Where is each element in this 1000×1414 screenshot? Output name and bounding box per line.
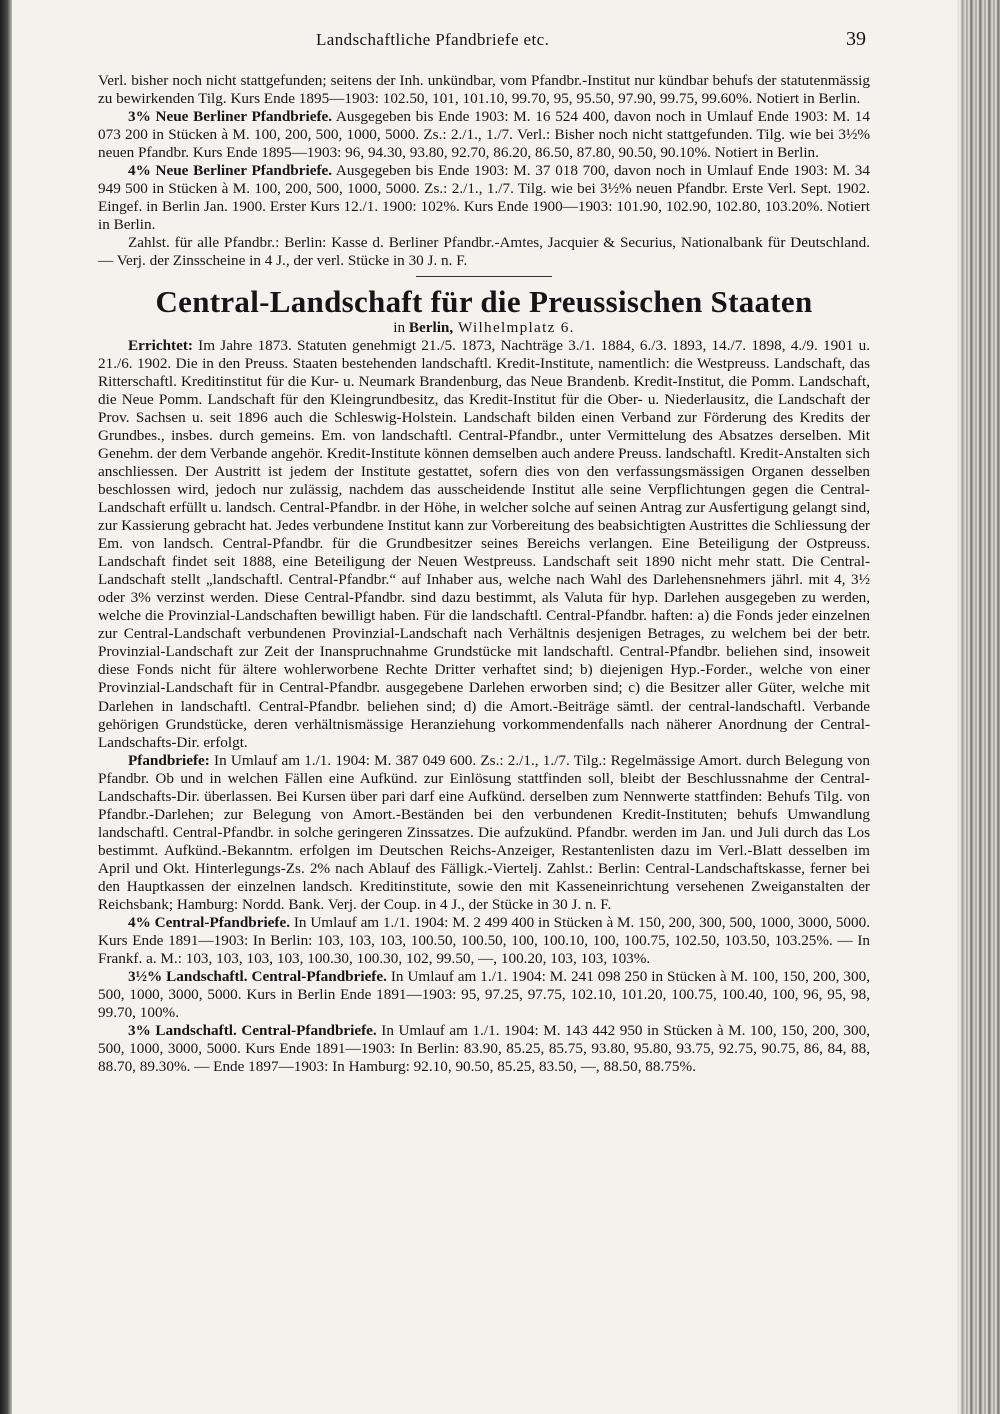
neue-berliner-3-paragraph <box>98 108 870 162</box>
address-street: Wilhelmplatz 6. <box>453 318 575 336</box>
zahlstellen-paragraph: Zahlst. für alle Pfandbr.: Berlin: Kasse d. Berliner Pfandbr.-Amtes, Jacquier & Securius, Nationalbank für Deutschland. — Verj. der Zinsscheine in 4 J., der verl. Stücke in 30 J. n. F. <box>98 234 870 270</box>
errichtet-paragraph <box>98 337 870 752</box>
central-4-label: 4% Central-Pfandbriefe. <box>128 914 291 932</box>
address-prefix: in <box>393 318 409 336</box>
page-number: 39 <box>846 28 866 50</box>
address-city: Berlin, <box>408 318 454 336</box>
section-title: Central-Landschaft für die Preussischen Staaten <box>155 283 813 319</box>
errichtet-label: Errichtet: <box>128 336 193 354</box>
page-header <box>316 30 866 56</box>
pfandbriefe-paragraph <box>98 752 870 914</box>
scan-right-edge <box>956 0 1000 1414</box>
central-3half-text: In Umlauf am 1./1. 1904: M. 241 098 250 in Stücken à M. 100, 150, 200, 300, 500, 1000, 3000, 5000. Kurs in Berlin Ende 1891—1903: 95, 97.25, 97.75, 102.10, 101.20, 100.75, 100.40, 100, 96, 95, 98, 99.70, 100%. <box>98 968 870 1022</box>
running-title: Landschaftliche Pfandbriefe etc. <box>316 30 550 49</box>
neue-berliner-3-text: Ausgegeben bis Ende 1903: M. 16 524 400, davon noch in Umlauf Ende 1903: M. 14 073 200 in Stücken à M. 100, 200, 500, 1000, 5000. Zs.: 2./1., 1./7. Verl.: Bisher noch nicht stattgefunden. Tilg. wie bei 3½% neuen Pfandbr. Kurs Ende 1895—1903: 96, 94.30, 93.80, 92.70, 86.20, 86.50, 87.80, 90.50, 90.10%. Notiert in Berlin. <box>98 108 870 162</box>
central-3-label: 3% Landschaftl. Central-Pfandbriefe. <box>128 1022 377 1040</box>
pfandbriefe-text: In Umlauf am 1./1. 1904: M. 387 049 600. Zs.: 2./1., 1./7. Tilg.: Regelmässige Amort. durch Belegung von Pfandbr. Ob und in welchen Fällen eine Aufkünd. zur Einlösung stattfinden soll, bleibt der Beschlussnahme der Central-Landschafts-Dir. überlassen. Bei Kursen über pari darf eine Aufkünd. derselben zum Nennwerte stattfinden: Behufs Tilg. von Pfandbr.-Darlehen; zur Belegung von Amort.-Beständen bei den verbundenen Kredit-Instituten; behufs Umwandlung landschaftl. Central-Pfandbr. in solche geringeren Zinssatzes. Die aufzukünd. Pfandbr. werden im Jan. und Juli durch das Los bestimmt. Aufkünd.-Bekanntm. erfolgen im Deutschen Reichs-Anzeiger, Restantenlisten dazu im Verl.-Blatt desselben im April und Okt. Hinterlegungs-Zs. 2% nach Ablauf des Fälligk.-Viertelj. Zahlst.: Berlin: Central-Landschaftskasse, ferner bei den Hauptkassen der einzelnen landsch. Kreditinstitute, sowie den mit Kasseneinrichtung versehenen Zweiganstalten der Reichsbank; Hamburg: Nordd. Bank. Verj. der Coup. in 4 J., der Stücke in 30 J. n. F. <box>98 751 870 914</box>
scan-left-edge <box>0 0 12 1414</box>
central-3half-paragraph <box>98 968 870 1022</box>
errichtet-text: Im Jahre 1873. Statuten genehmigt 21./5. 1873, Nachträge 3./1. 1884, 6./3. 1893, 14./7. 1898, 4./9. 1901 u. 21./6. 1902. Die in den Preuss. Staaten bestehenden landschaftl. Kredit-Institute, namentlich: die Westpreuss. Landschaft, das Ritterschaftl. Kreditinstitut für die Kur- u. Neumark Brandenburg, das Neue Brandenb. Kredit-Institut, die Pomm. Landschaft, die Neue Pomm. Landschaft für den Kleingrundbesitz, das Kredit-Institut für die Ober- u. Niederlausitz, die Landschaft der Prov. Sachsen u. seit 1896 auch die Schleswig-Holstein. Landschaft bilden einen Verband zur Förderung des Kredits der Grundbes., insbes. durch gemeins. Em. von landschaftl. Central-Pfandbr., unter Vermittelung des Absatzes derselben. Mit Genehm. der dem Verbande angehör. Kredit-Institute können demselben auch andere Preuss. landschaftl. Kredit-Anstalten sich anschliessen. Der Austritt ist jedem der Institute gestattet, sofern dies von den verfassungsmässigen Organen desselben beschlossen wird, jedoch nur zulässig, nachdem das ausscheidende Institut alle seine Verpflichtungen gegen die Central-Landschaft erfüllt u. landsch. Central-Pfandbr. in der Höhe, in welcher solche auf seinen Antrag zur Ausfertigung gelangt sind, zur Kassierung gebracht hat. Jedes verbundene Institut kann zur Vorbereitung des beabsichtigten Austrittes die Schliessung der Em. von landsch. Central-Pfandbr. für die Grundbesitzer seines Bereichs verlangen. Eine Beteiligung der Ostpreuss. Landschaft findet seit 1888, eine Beteiligung der Neuen Westpreuss. Landschaft seit 1890 nicht mehr statt. Die Central-Landschaft stellt „landschaftl. Central-Pfandbr.“ auf Inhaber aus, welche nach Wahl des Darlehensnehmers jährl. mit 4, 3½ oder 3% verzinst werden. Diese Central-Pfandbr. sind dazu bestimmt, als Valuta für hyp. Darlehen ausgegeben zu werden, welche die Provinzial-Landschaften bewilligt haben. Für die landschaftl. Central-Pfandbr. haften: a) die Fonds jeder einzelnen zur Central-Landschaft verbundenen Provinzial-Landschaft nach Verhältnis desjenigen Betrages, zu welchem bei der betr. Provinzial-Landschaft zur Zeit der Inanspruchnahme Grundstücke mit landschaftl. Central-Pfandbr. beliehen sind, insoweit diese Fonds nicht für ältere wohlerworbene Rechte Dritter verhaftet sind; b) diejenigen Hyp.-Forder., welche von einer Provinzial-Landschaft für in Central-Pfandbr. ausgegebene Darlehen erworben sind; c) die Besitzer aller Güter, welche mit Darlehen in landschaftl. Central-Pfandbr. beliehen sind; d) die Amort.-Beiträge sämtl. der central-landschaftl. Verbande gehörigen Grundstücke, deren verhältnismässige Heranziehung vorkommendenfalls nach näherer Anordnung der Central-Landschafts-Dir. erfolgt. <box>98 336 870 751</box>
text-column <box>98 72 870 1076</box>
intro-paragraph: Verl. bisher noch nicht stattgefunden; seitens der Inh. unkündbar, vom Pfandbr.-Institut nur kündbar behufs der statutenmässig zu bewirkenden Tilg. Kurs Ende 1895—1903: 102.50, 101, 101.10, 99.70, 95, 95.50, 97.90, 99.75, 99.60%. Notiert in Berlin. <box>98 72 870 108</box>
neue-berliner-3-heading: 3% Neue Berliner Pfandbriefe. <box>128 108 333 126</box>
neue-berliner-4-paragraph <box>98 162 870 234</box>
central-4-paragraph <box>98 914 870 968</box>
section-address <box>98 319 870 337</box>
pfandbriefe-label: Pfandbriefe: <box>128 751 210 769</box>
central-3-text: In Umlauf am 1./1. 1904: M. 143 442 950 in Stücken à M. 100, 150, 200, 300, 500, 1000, 3000, 5000. Kurs Ende 1891—1903: In Berlin: 83.90, 85.25, 85.75, 93.80, 95.80, 93.75, 92.75, 90.75, 86, 84, 88, 88.70, 89.30%. — Ende 1897—1903: In Hamburg: 92.10, 90.50, 85.25, 83.50, —, 88.50, 88.75%. <box>98 1022 870 1076</box>
central-4-text: In Umlauf am 1./1. 1904: M. 2 499 400 in Stücken à M. 150, 200, 300, 500, 1000, 3000, 5000. Kurs Ende 1891—1903: In Berlin: 103, 103, 103, 100.50, 100.50, 100, 100.10, 100, 100.75, 102.50, 103.50, 103.25%. — In Frankf. a. M.: 103, 103, 103, 103, 100.30, 100.30, 102, 99.50, —, 100.20, 103, 103, 103%. <box>98 914 871 968</box>
neue-berliner-4-text: Ausgegeben bis Ende 1903: M. 37 018 700, davon noch in Umlauf Ende 1903: M. 34 949 500 in Stücken à M. 100, 200, 500, 1000, 5000. Zs.: 2./1., 1./7. Tilg. wie bei 3½% neuen Pfandbr. Erste Verl. Sept. 1902. Eingef. in Berlin Jan. 1900. Erster Kurs 12./1. 1900: 102%. Kurs Ende 1900—1903: 101.90, 102.90, 102.80, 103.20%. Notiert in Berlin. <box>98 162 870 234</box>
central-3-paragraph <box>98 1022 870 1076</box>
section-divider <box>416 276 552 277</box>
central-3half-label: 3½% Landschaftl. Central-Pfandbriefe. <box>128 968 387 986</box>
neue-berliner-4-heading: 4% Neue Berliner Pfandbriefe. <box>128 162 333 180</box>
